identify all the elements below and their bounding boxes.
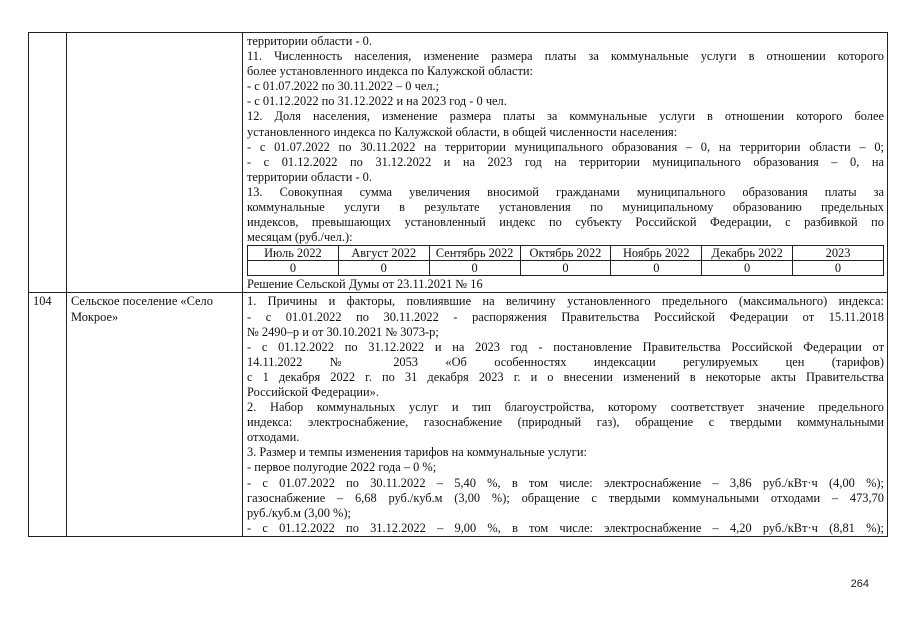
text-line: отходами. [247,430,300,445]
text-line: коммунальные услуги в результате установления по муниципальному образованию предельных [247,200,884,215]
text-line: - с 01.12.2022 по 31.12.2022 и на 2023 год - постановление Правительства Российской Федерации от [247,339,884,354]
month-header-cell: Декабрь 2022 [702,246,793,261]
text-line: - с 01.01.2022 по 30.11.2022 - распоряжения Правительства Российской Федерации от 15.11.2018 [247,309,884,324]
month-header-cell: Сентябрь 2022 [429,246,520,261]
text-line: индексов, превышающих установленный индекс по субъекту Российской Федерации, с разбивкой по [247,215,884,230]
settlement-name-line: Мокрое» [71,309,119,324]
month-value-cell: 0 [611,261,702,276]
main-table [28,32,888,537]
month-header-cell: 2023 [793,246,884,261]
paragraph-block [247,34,884,245]
settlement-name-cell [67,33,243,293]
text-line: более установленного индекса по Калужской области: [247,64,533,79]
text-line: - с 01.07.2022 по 30.11.2022 – 0 чел.; [247,79,440,94]
text-line: 2. Набор коммунальных услуг и тип благоустройства, которому соответствует значение предельного [247,400,884,415]
text-line: - с 01.12.2022 по 31.12.2022 и на 2023 год на территории муниципального образования – 0, на [247,154,884,169]
text-line: 14.11.2022 № 2053 «Об особенностях индексации регулируемых цен (тарифов) [247,354,884,369]
decision-text: Решение Сельской Думы от 23.11.2021 № 16 [247,277,483,292]
text-line: 1. Причины и факторы, повлиявшие на величину установленного предельного (максимального) индекса: [247,294,884,309]
content-cell [243,33,888,293]
months-header-row [248,246,884,261]
text-line: 11. Численность населения, изменение размера платы за коммунальные услуги в отношении которого [247,49,884,64]
row-number-cell [29,33,67,293]
content-cell [243,293,888,537]
months-values-row [248,261,884,276]
months-table [247,245,884,276]
month-value-cell: 0 [429,261,520,276]
month-header-cell: Ноябрь 2022 [611,246,702,261]
paragraph-block [247,294,884,536]
text-line: 3. Размер и темпы изменения тарифов на коммунальные услуги: [247,445,587,460]
text-line: 12. Доля населения, изменение размера платы за коммунальные услуги в отношении которого более [247,109,884,124]
text-line: установленного индекса по Калужской области, в общей численности населения: [247,124,678,139]
month-value-cell: 0 [702,261,793,276]
month-value-cell: 0 [520,261,611,276]
table-row [29,33,888,293]
month-value-cell: 0 [793,261,884,276]
text-line: № 2490–р и от 30.10.2021 № 3073-р; [247,324,439,339]
text-line: - с 01.07.2022 по 30.11.2022 на территории муниципального образования – 0, на территории области – 0; [247,139,884,154]
text-line: месяцам (руб./чел.): [247,230,353,245]
month-value-cell: 0 [248,261,339,276]
document-page [28,32,888,537]
month-value-cell: 0 [338,261,429,276]
text-line: газоснабжение – 6,68 руб./куб.м (3,00 %); обращение с твердыми коммунальными отходами – 473,70 [247,490,884,505]
month-header-cell: Июль 2022 [248,246,339,261]
text-line: территории области - 0. [247,169,372,184]
row-number-cell: 104 [29,293,67,537]
text-line: с 1 декабря 2022 г. по 31 декабря 2023 г. и о внесении изменений в некоторые акты Правительства [247,369,884,384]
text-line: - с 01.12.2022 по 31.12.2022 – 9,00 %, в том числе: электроснабжение – 4,20 руб./кВт·ч (8,81 %); [247,520,884,535]
settlement-name-cell [67,293,243,537]
text-line: Российской Федерации». [247,384,379,399]
month-header-cell: Август 2022 [338,246,429,261]
text-line: территории области - 0. [247,34,372,48]
text-line: - с 01.12.2022 по 31.12.2022 и на 2023 год - 0 чел. [247,94,507,109]
month-header-cell: Октябрь 2022 [520,246,611,261]
text-line: индекса: электроснабжение, газоснабжение (природный газ), обращение с твердыми коммунальными [247,415,884,430]
settlement-name-line: Сельское поселение «Село [71,294,213,309]
table-row [29,293,888,537]
text-line: 13. Совокупная сумма увеличения вносимой гражданами муниципального образования платы за [247,184,884,199]
text-line: руб./куб.м (3,00 %); [247,505,351,520]
text-line: - первое полугодие 2022 года – 0 %; [247,460,437,475]
text-line: - с 01.07.2022 по 30.11.2022 – 5,40 %, в том числе: электроснабжение – 3,86 руб./кВт·ч (4,00 %); [247,475,884,490]
page-number: 264 [850,578,869,590]
